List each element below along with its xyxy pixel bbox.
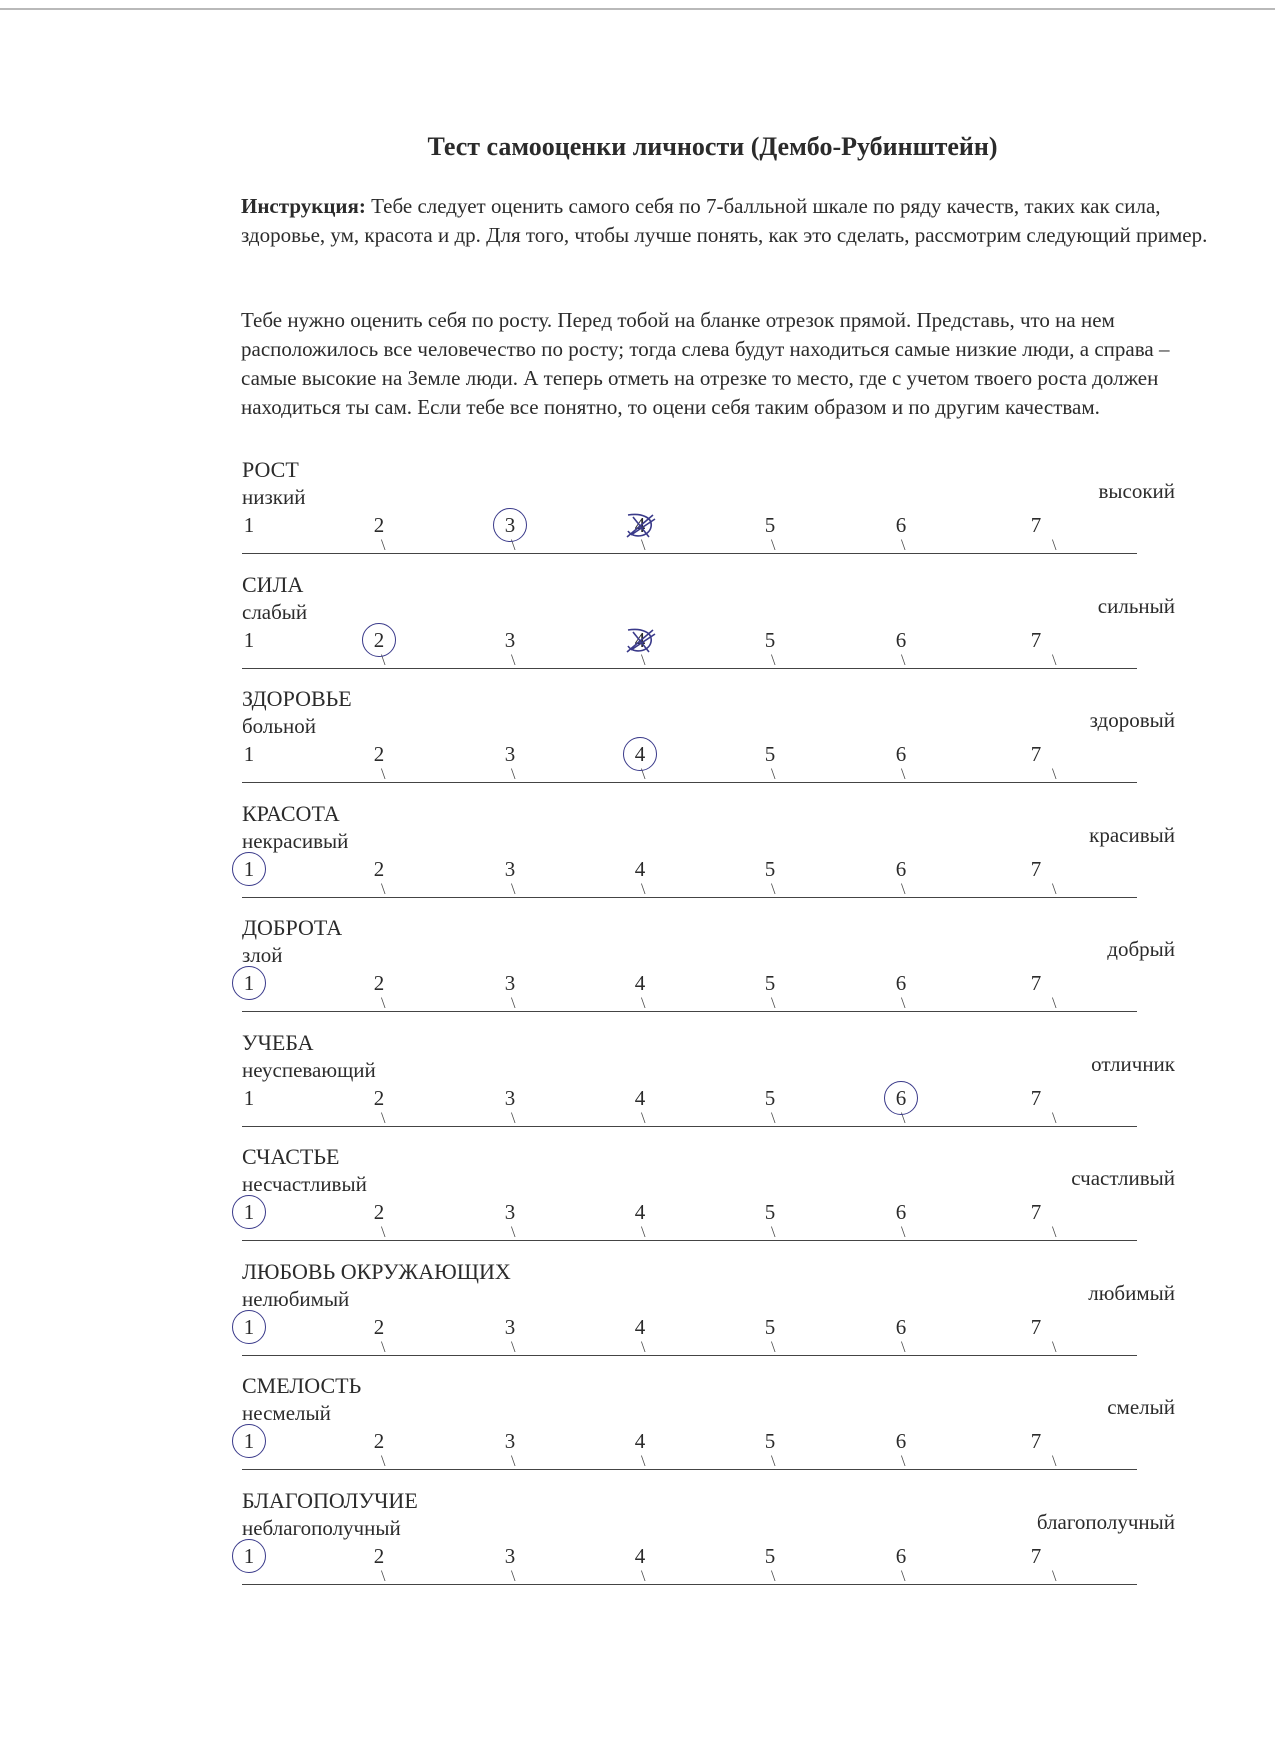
scale-tick: \ — [641, 1109, 646, 1127]
scale-number-1[interactable]: 1 — [243, 1314, 255, 1339]
scale-number-3[interactable]: 3 — [504, 971, 516, 995]
scale-number-7[interactable]: 7 — [1030, 1429, 1042, 1453]
scan-edge-line — [0, 8, 1275, 10]
scale-tick: \ — [641, 537, 646, 554]
scale-number-3[interactable]: 3 — [504, 1085, 516, 1110]
scale-number-7[interactable]: 7 — [1030, 971, 1042, 995]
scale-tick: \ — [1052, 995, 1057, 1012]
scale-number-1[interactable]: 1 — [243, 856, 255, 881]
crossed-out-mark — [623, 511, 657, 541]
scale-tick: \ — [381, 1567, 386, 1585]
scale-tick: \ — [1052, 766, 1057, 783]
scale-number-3[interactable]: 3 — [504, 513, 516, 537]
scale-tick: \ — [381, 1224, 386, 1241]
scale-tick: \ — [641, 651, 646, 669]
scale-tick: \ — [641, 995, 646, 1012]
scale-high-label: отличник — [1091, 1051, 1175, 1076]
scale-number-1[interactable]: 1 — [243, 971, 255, 995]
scale-number-3[interactable]: 3 — [504, 856, 516, 881]
rating-scale — [0, 801, 1275, 916]
scale-number-4[interactable]: 4 — [634, 627, 646, 652]
scale-name: БЛАГОПОЛУЧИЕ — [242, 1487, 418, 1513]
scale-number-6[interactable]: 6 — [895, 1200, 907, 1224]
scale-number-5[interactable]: 5 — [764, 856, 776, 881]
scale-tick: \ — [641, 1567, 646, 1585]
scale-name: ЗДОРОВЬЕ — [242, 686, 352, 711]
instruction-label: Инструкция: — [241, 194, 366, 218]
scale-number-7[interactable]: 7 — [1030, 1200, 1042, 1224]
scale-tick: \ — [381, 651, 386, 669]
scale-tick: \ — [1052, 1224, 1057, 1241]
scale-number-6[interactable]: 6 — [895, 971, 907, 995]
scale-tick: \ — [901, 880, 906, 898]
scale-name: СМЕЛОСТЬ — [242, 1373, 362, 1398]
scale-high-label: красивый — [1089, 822, 1175, 847]
selected-mark-circle — [232, 1424, 266, 1458]
selected-mark-circle — [362, 623, 396, 657]
scale-number-1[interactable]: 1 — [243, 1429, 255, 1453]
selected-mark-circle — [493, 508, 527, 542]
scale-high-label: счастливый — [1071, 1166, 1175, 1190]
scale-tick: \ — [771, 1109, 776, 1127]
scale-number-5[interactable]: 5 — [764, 971, 776, 995]
rating-scale — [0, 1030, 1275, 1145]
scale-line — [242, 782, 1137, 783]
scale-number-5[interactable]: 5 — [764, 1429, 776, 1453]
scale-tick: \ — [641, 1453, 646, 1470]
scale-number-4[interactable]: 4 — [634, 856, 646, 881]
selected-mark-circle — [232, 966, 266, 1000]
scale-tick: \ — [771, 1338, 776, 1356]
scale-number-7[interactable]: 7 — [1030, 1314, 1042, 1339]
rating-scale — [0, 572, 1275, 687]
scale-name: РОСТ — [242, 457, 299, 482]
scale-line — [242, 1469, 1137, 1470]
scale-tick: \ — [381, 1109, 386, 1127]
scale-tick: \ — [381, 1453, 386, 1470]
scale-number-4[interactable]: 4 — [634, 1085, 646, 1110]
scale-high-label: смелый — [1107, 1395, 1175, 1419]
scale-number-5[interactable]: 5 — [764, 513, 776, 537]
scale-tick: \ — [771, 537, 776, 554]
scale-number-4[interactable]: 4 — [634, 1314, 646, 1339]
scale-number-2[interactable]: 2 — [373, 1200, 385, 1224]
scale-number-6[interactable]: 6 — [895, 742, 907, 766]
scale-tick: \ — [641, 1338, 646, 1356]
scale-number-6[interactable]: 6 — [895, 627, 907, 652]
scale-tick: \ — [901, 651, 906, 669]
scale-tick: \ — [1052, 1453, 1057, 1470]
scale-number-7[interactable]: 7 — [1030, 742, 1042, 766]
scale-low-label: несмелый — [242, 1401, 331, 1425]
scale-tick: \ — [511, 1109, 516, 1127]
scale-number-6[interactable]: 6 — [895, 1429, 907, 1453]
scale-tick: \ — [511, 537, 516, 554]
selected-mark-circle — [232, 852, 266, 886]
scale-number-3[interactable]: 3 — [504, 1314, 516, 1339]
scale-number-5[interactable]: 5 — [764, 1543, 776, 1568]
scale-tick: \ — [771, 1453, 776, 1470]
scale-tick: \ — [771, 651, 776, 669]
scale-tick: \ — [1052, 1109, 1057, 1127]
scale-tick: \ — [771, 995, 776, 1012]
rating-scale — [0, 457, 1275, 572]
scale-line — [242, 897, 1137, 898]
scale-number-4[interactable]: 4 — [634, 971, 646, 995]
rating-scale — [0, 915, 1275, 1030]
scale-number-3[interactable]: 3 — [504, 1200, 516, 1224]
scale-number-2[interactable]: 2 — [373, 627, 385, 652]
scale-number-6[interactable]: 6 — [895, 856, 907, 881]
scale-low-label: неблагополучный — [242, 1515, 401, 1540]
scale-number-6[interactable]: 6 — [895, 1314, 907, 1339]
scale-line — [242, 1584, 1137, 1585]
scale-number-2[interactable]: 2 — [373, 513, 385, 537]
scale-line — [242, 1011, 1137, 1012]
selected-mark-circle — [232, 1539, 266, 1573]
scale-line — [242, 1126, 1137, 1127]
scale-tick: \ — [511, 1567, 516, 1585]
scale-number-1[interactable]: 1 — [243, 1543, 255, 1568]
scale-number-7[interactable]: 7 — [1030, 1543, 1042, 1568]
scale-number-3[interactable]: 3 — [504, 1429, 516, 1453]
scale-number-3[interactable]: 3 — [504, 1543, 516, 1568]
scale-number-6[interactable]: 6 — [895, 1085, 907, 1110]
scale-tick: \ — [381, 880, 386, 898]
scale-tick: \ — [1052, 1567, 1057, 1585]
scale-tick: \ — [771, 880, 776, 898]
scale-tick: \ — [511, 880, 516, 898]
scale-tick: \ — [511, 766, 516, 783]
rating-scale — [0, 1259, 1275, 1374]
scale-number-4[interactable]: 4 — [634, 1200, 646, 1224]
crossed-out-mark — [623, 626, 657, 656]
scale-number-1[interactable]: 1 — [243, 627, 255, 652]
scale-high-label: благополучный — [1036, 1509, 1175, 1534]
scale-line — [242, 553, 1137, 554]
scale-tick: \ — [901, 1224, 906, 1241]
scale-tick: \ — [901, 1453, 906, 1470]
scale-tick: \ — [901, 1338, 906, 1356]
scale-tick: \ — [511, 651, 516, 669]
selected-mark-circle — [623, 737, 657, 771]
scale-tick: \ — [771, 766, 776, 783]
scale-low-label: слабый — [242, 599, 308, 624]
scale-high-label: высокий — [1098, 479, 1175, 503]
scale-number-7[interactable]: 7 — [1030, 513, 1042, 537]
selected-mark-circle — [232, 1310, 266, 1344]
scale-tick: \ — [381, 995, 386, 1012]
scale-number-7[interactable]: 7 — [1030, 856, 1042, 881]
example-paragraph: Тебе нужно оценить себя по росту. Перед тобой на бланке отрезок прямой. Представь, что на нем расположилось все человечество по росту; тогда слева будут находиться самые низкие люди, а справа – самые высокие на Земле люди. А теперь отметь на отрезке то место, где с учетом твоего роста должен находиться ты сам. Если тебе все понятно, то оцени себя таким образом и по другим качествам. — [241, 308, 1170, 419]
page-title: Тест самооценки личности (Дембо-Рубинштейн) — [427, 132, 998, 161]
scale-number-5[interactable]: 5 — [764, 1085, 776, 1110]
scale-tick: \ — [641, 766, 646, 783]
scale-tick: \ — [641, 880, 646, 898]
rating-scale — [0, 1488, 1275, 1603]
scale-name: УЧЕБА — [242, 1029, 314, 1055]
scale-number-6[interactable]: 6 — [895, 513, 907, 537]
scale-name: ЛЮБОВЬ ОКРУЖАЮЩИХ — [242, 1258, 511, 1284]
scale-number-1[interactable]: 1 — [243, 1200, 255, 1224]
scale-tick: \ — [1052, 537, 1057, 554]
scale-high-label: сильный — [1097, 593, 1175, 618]
scale-number-7[interactable]: 7 — [1030, 627, 1042, 652]
scale-tick: \ — [511, 1338, 516, 1356]
scale-low-label: низкий — [242, 485, 306, 509]
scale-line — [242, 1240, 1137, 1241]
scale-name: СЧАСТЬЕ — [242, 1144, 340, 1169]
scale-tick: \ — [1052, 651, 1057, 669]
scale-tick: \ — [901, 537, 906, 554]
scale-high-label: здоровый — [1089, 708, 1175, 732]
scale-tick: \ — [381, 537, 386, 554]
scale-number-3[interactable]: 3 — [504, 627, 516, 652]
scale-name: ДОБРОТА — [242, 915, 343, 940]
scale-number-1[interactable]: 1 — [243, 1085, 255, 1110]
scale-number-2[interactable]: 2 — [373, 1429, 385, 1453]
scale-name: СИЛА — [242, 571, 304, 597]
scale-number-4[interactable]: 4 — [634, 513, 646, 537]
scale-number-5[interactable]: 5 — [764, 627, 776, 652]
scale-number-2[interactable]: 2 — [373, 1085, 385, 1110]
scale-name: КРАСОТА — [242, 800, 340, 826]
scale-tick: \ — [901, 1567, 906, 1585]
selected-mark-circle — [884, 1081, 918, 1115]
instruction-paragraph — [241, 192, 1221, 250]
scale-number-3[interactable]: 3 — [504, 742, 516, 766]
scale-tick: \ — [1052, 1338, 1057, 1356]
scale-number-5[interactable]: 5 — [764, 1314, 776, 1339]
selected-mark-circle — [232, 1195, 266, 1229]
scale-tick: \ — [1052, 880, 1057, 898]
scale-high-label: добрый — [1107, 937, 1175, 961]
rating-scale — [0, 1373, 1275, 1488]
scale-number-1[interactable]: 1 — [243, 742, 255, 766]
scale-number-4[interactable]: 4 — [634, 1543, 646, 1568]
scale-number-2[interactable]: 2 — [373, 856, 385, 881]
scale-tick: \ — [381, 1338, 386, 1356]
scale-tick: \ — [901, 766, 906, 783]
rating-scale — [0, 686, 1275, 801]
scale-number-5[interactable]: 5 — [764, 742, 776, 766]
scale-line — [242, 1355, 1137, 1356]
scale-tick: \ — [641, 1224, 646, 1241]
scale-tick: \ — [511, 1453, 516, 1470]
scale-low-label: некрасивый — [242, 828, 349, 853]
scale-number-2[interactable]: 2 — [373, 971, 385, 995]
scale-number-2[interactable]: 2 — [373, 742, 385, 766]
scale-number-1[interactable]: 1 — [243, 513, 255, 537]
scale-number-7[interactable]: 7 — [1030, 1085, 1042, 1110]
scale-high-label: любимый — [1088, 1280, 1175, 1305]
scale-low-label: несчастливый — [242, 1172, 367, 1196]
scale-line — [242, 668, 1137, 669]
scale-tick: \ — [901, 1109, 906, 1127]
scale-tick: \ — [511, 995, 516, 1012]
scale-number-5[interactable]: 5 — [764, 1200, 776, 1224]
scale-tick: \ — [901, 995, 906, 1012]
scale-low-label: больной — [242, 714, 316, 738]
scale-tick: \ — [771, 1224, 776, 1241]
scale-tick: \ — [511, 1224, 516, 1241]
instruction-text: Тебе следует оценить самого себя по 7-балльной шкале по ряду качеств, таких как сила, здоровье, ум, красота и др. Для того, чтобы лучше понять, как это сделать, рассмотрим следующий пример. — [241, 194, 1208, 247]
scale-number-2[interactable]: 2 — [373, 1314, 385, 1339]
scale-low-label: нелюбимый — [242, 1286, 350, 1311]
rating-scale — [0, 1144, 1275, 1259]
scale-number-4[interactable]: 4 — [634, 1429, 646, 1453]
scale-low-label: злой — [242, 943, 283, 967]
scale-low-label: неуспевающий — [242, 1057, 376, 1082]
scale-number-6[interactable]: 6 — [895, 1543, 907, 1568]
scale-number-4[interactable]: 4 — [634, 742, 646, 766]
scale-tick: \ — [771, 1567, 776, 1585]
scale-tick: \ — [381, 766, 386, 783]
scale-number-2[interactable]: 2 — [373, 1543, 385, 1568]
